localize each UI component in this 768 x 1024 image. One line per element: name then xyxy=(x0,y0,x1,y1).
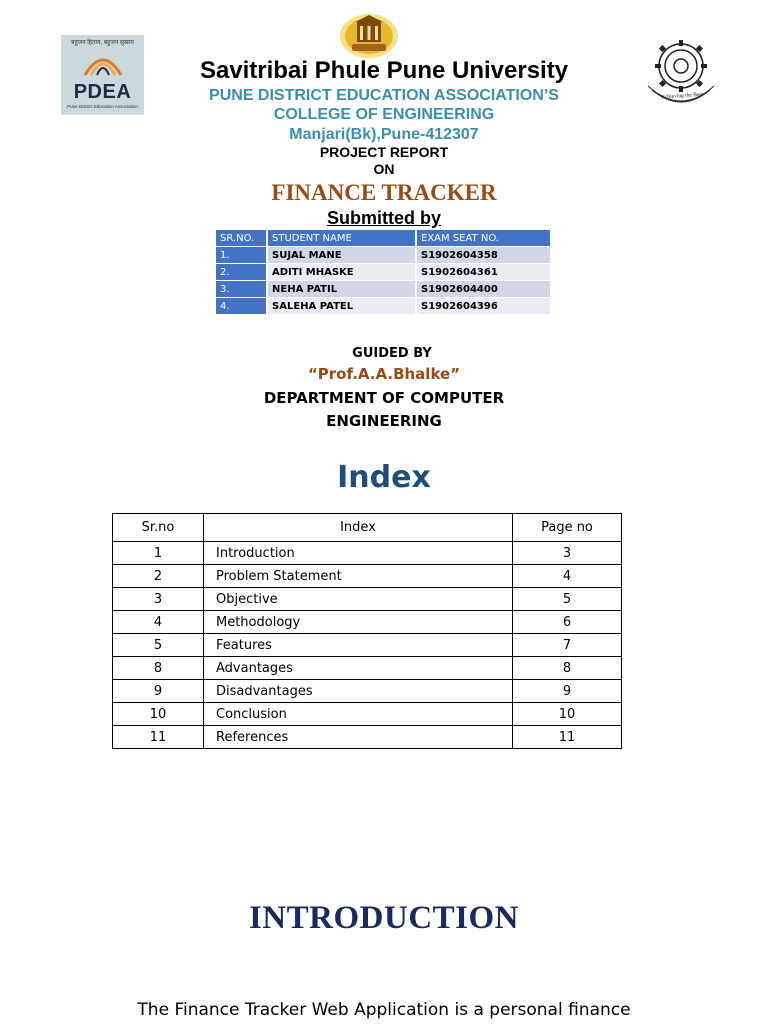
index-header-row xyxy=(113,514,622,542)
table-row xyxy=(113,726,622,749)
guided-by-label: GUIDED BY xyxy=(352,346,432,361)
index-title: Conclusion xyxy=(204,703,513,726)
index-page: 5 xyxy=(513,588,622,611)
column-header: Page no xyxy=(513,514,622,542)
pdea-abbreviation: PDEA xyxy=(73,81,132,103)
index-sr: 10 xyxy=(113,703,204,726)
association-name: PUNE DISTRICT EDUCATION ASSOCIATION’S xyxy=(209,87,559,104)
index-sr: 5 xyxy=(113,634,204,657)
submitted-by-heading: Submitted by xyxy=(326,208,441,228)
pdea-fullname: Pune District Education Association xyxy=(67,104,138,109)
index-title: Introduction xyxy=(204,542,513,565)
index-title: Objective xyxy=(204,588,513,611)
student-seat: S1902604361 xyxy=(417,263,552,280)
index-sr: 4 xyxy=(113,611,204,634)
table-row xyxy=(216,297,552,314)
emblem-motto: Achieving the Best xyxy=(660,91,704,101)
report-on: ON xyxy=(373,161,395,177)
department-line-2: ENGINEERING xyxy=(326,412,442,430)
pdea-tagline: बहुजन हिताय, बहुजन सुखाय xyxy=(71,40,134,46)
table-row xyxy=(216,263,552,280)
student-seat: S1902604400 xyxy=(417,280,552,297)
table-row xyxy=(113,657,622,680)
report-type: PROJECT REPORT xyxy=(319,144,449,160)
index-page: 11 xyxy=(513,726,622,749)
student-name: SUJAL MANE xyxy=(268,246,417,263)
university-emblem-icon xyxy=(338,12,400,60)
index-page: 4 xyxy=(513,565,622,588)
index-page: 10 xyxy=(513,703,622,726)
index-page: 7 xyxy=(513,634,622,657)
column-header: Sr.no xyxy=(113,514,204,542)
project-title: FINANCE TRACKER xyxy=(271,180,497,205)
table-row xyxy=(113,588,622,611)
table-row xyxy=(113,611,622,634)
table-row xyxy=(113,680,622,703)
student-seat: S1902604358 xyxy=(417,246,552,263)
table-row xyxy=(216,246,552,263)
column-header: Index xyxy=(204,514,513,542)
index-title: Problem Statement xyxy=(204,565,513,588)
introduction-text: The Finance Tracker Web Application is a personal finance xyxy=(137,1000,631,1020)
index-heading: Index xyxy=(337,460,431,495)
index-sr: 3 xyxy=(113,588,204,611)
students-table xyxy=(216,230,552,314)
guide-name: “Prof.A.A.Bhalke” xyxy=(307,365,461,383)
index-title: Methodology xyxy=(204,611,513,634)
index-sr: 8 xyxy=(113,657,204,680)
college-name: COLLEGE OF ENGINEERING xyxy=(273,106,495,123)
index-title: References xyxy=(204,726,513,749)
student-sr: 4. xyxy=(216,297,268,314)
index-title: Features xyxy=(204,634,513,657)
table-row xyxy=(113,565,622,588)
column-header: STUDENT NAME xyxy=(268,230,417,246)
students-header-row xyxy=(216,230,552,246)
index-page: 9 xyxy=(513,680,622,703)
student-name: SALEHA PATEL xyxy=(268,297,417,314)
student-sr: 1. xyxy=(216,246,268,263)
index-page: 6 xyxy=(513,611,622,634)
index-page: 3 xyxy=(513,542,622,565)
department-line-1: DEPARTMENT OF COMPUTER xyxy=(263,389,505,407)
college-address: Manjari(Bk),Pune-412307 xyxy=(289,126,479,143)
university-name: Savitribai Phule Pune University xyxy=(199,57,569,84)
table-row xyxy=(216,280,552,297)
index-page: 8 xyxy=(513,657,622,680)
student-name: ADITI MHASKE xyxy=(268,263,417,280)
index-sr: 1 xyxy=(113,542,204,565)
table-row xyxy=(113,703,622,726)
table-row xyxy=(113,634,622,657)
student-sr: 3. xyxy=(216,280,268,297)
student-sr: 2. xyxy=(216,263,268,280)
index-title: Disadvantages xyxy=(204,680,513,703)
column-header: EXAM SEAT NO. xyxy=(417,230,552,246)
student-name: NEHA PATIL xyxy=(268,280,417,297)
student-seat: S1902604396 xyxy=(417,297,552,314)
index-table xyxy=(112,513,622,749)
index-title: Advantages xyxy=(204,657,513,680)
introduction-heading: INTRODUCTION xyxy=(248,900,520,936)
column-header: SR.NO. xyxy=(216,230,268,246)
table-row xyxy=(113,542,622,565)
index-sr: 2 xyxy=(113,565,204,588)
index-sr: 9 xyxy=(113,680,204,703)
index-sr: 11 xyxy=(113,726,204,749)
